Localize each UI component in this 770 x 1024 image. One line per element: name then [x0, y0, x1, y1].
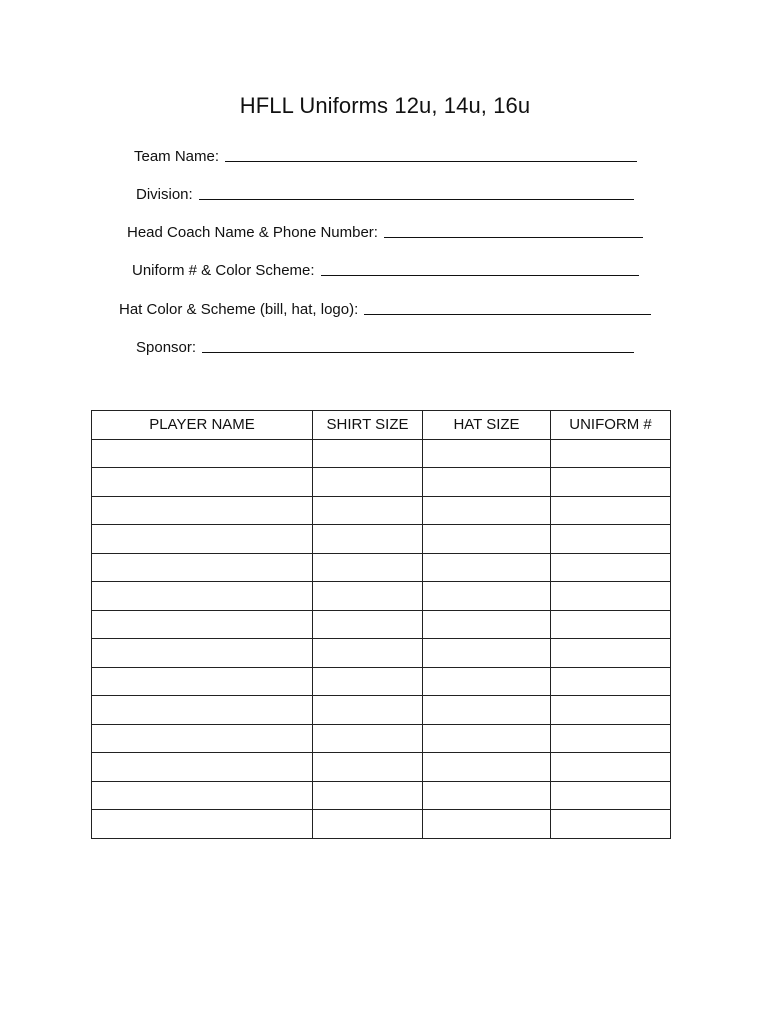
table-row — [92, 639, 671, 668]
hat-size-cell[interactable] — [423, 810, 551, 839]
team-name-line[interactable] — [225, 161, 637, 162]
shirt-size-cell[interactable] — [313, 667, 423, 696]
hat-size-cell[interactable] — [423, 525, 551, 554]
uniform-number-cell[interactable] — [551, 525, 671, 554]
hat-size-cell[interactable] — [423, 439, 551, 468]
division-field[interactable] — [136, 183, 634, 203]
player-name-cell[interactable] — [92, 525, 313, 554]
uniform-color-label: Uniform # & Color Scheme: — [132, 262, 315, 279]
player-name-cell[interactable] — [92, 553, 313, 582]
sponsor-field[interactable] — [136, 336, 634, 356]
header-player-name: PLAYER NAME — [92, 411, 313, 440]
uniform-number-cell[interactable] — [551, 496, 671, 525]
hat-color-line[interactable] — [364, 314, 651, 315]
hat-size-cell[interactable] — [423, 582, 551, 611]
uniform-number-cell[interactable] — [551, 667, 671, 696]
table-row — [92, 439, 671, 468]
player-name-cell[interactable] — [92, 468, 313, 497]
hat-size-cell[interactable] — [423, 639, 551, 668]
page-title: HFLL Uniforms 12u, 14u, 16u — [239, 93, 531, 118]
player-name-cell[interactable] — [92, 639, 313, 668]
uniform-number-cell[interactable] — [551, 610, 671, 639]
shirt-size-cell[interactable] — [313, 553, 423, 582]
shirt-size-cell[interactable] — [313, 610, 423, 639]
uniform-number-cell[interactable] — [551, 439, 671, 468]
uniform-number-cell[interactable] — [551, 753, 671, 782]
shirt-size-cell[interactable] — [313, 724, 423, 753]
uniform-number-cell[interactable] — [551, 582, 671, 611]
uniform-number-cell[interactable] — [551, 724, 671, 753]
hat-size-cell[interactable] — [423, 753, 551, 782]
hat-size-cell[interactable] — [423, 496, 551, 525]
shirt-size-cell[interactable] — [313, 582, 423, 611]
team-name-label: Team Name: — [134, 148, 220, 165]
shirt-size-cell[interactable] — [313, 781, 423, 810]
hat-size-cell[interactable] — [423, 468, 551, 497]
hat-size-cell[interactable] — [423, 696, 551, 725]
shirt-size-cell[interactable] — [313, 439, 423, 468]
table-row — [92, 667, 671, 696]
hat-size-cell[interactable] — [423, 610, 551, 639]
roster-table — [91, 410, 671, 839]
shirt-size-cell[interactable] — [313, 639, 423, 668]
head-coach-label: Head Coach Name & Phone Number: — [127, 224, 378, 241]
uniform-number-cell[interactable] — [551, 639, 671, 668]
table-row — [92, 553, 671, 582]
header-uniform-number: UNIFORM # — [551, 411, 671, 440]
uniform-color-field[interactable] — [132, 259, 639, 279]
table-row — [92, 496, 671, 525]
division-label: Division: — [136, 186, 193, 203]
player-name-cell[interactable] — [92, 753, 313, 782]
player-name-cell[interactable] — [92, 781, 313, 810]
player-name-cell[interactable] — [92, 496, 313, 525]
hat-color-label: Hat Color & Scheme (bill, hat, logo): — [119, 301, 359, 318]
player-name-cell[interactable] — [92, 810, 313, 839]
table-row — [92, 781, 671, 810]
table-header-row — [92, 411, 671, 440]
table-row — [92, 724, 671, 753]
uniform-number-cell[interactable] — [551, 781, 671, 810]
table-row — [92, 610, 671, 639]
shirt-size-cell[interactable] — [313, 468, 423, 497]
table-row — [92, 525, 671, 554]
table-row — [92, 468, 671, 497]
player-name-cell[interactable] — [92, 439, 313, 468]
header-hat-size: HAT SIZE — [423, 411, 551, 440]
player-name-cell[interactable] — [92, 667, 313, 696]
uniform-number-cell[interactable] — [551, 553, 671, 582]
table-row — [92, 696, 671, 725]
sponsor-line[interactable] — [202, 352, 634, 353]
head-coach-line[interactable] — [384, 237, 643, 238]
table-row — [92, 582, 671, 611]
shirt-size-cell[interactable] — [313, 753, 423, 782]
shirt-size-cell[interactable] — [313, 696, 423, 725]
team-name-field[interactable] — [134, 145, 637, 165]
table-row — [92, 810, 671, 839]
player-name-cell[interactable] — [92, 582, 313, 611]
uniform-color-line[interactable] — [321, 275, 639, 276]
uniform-number-cell[interactable] — [551, 468, 671, 497]
sponsor-label: Sponsor: — [136, 339, 197, 356]
division-line[interactable] — [199, 199, 634, 200]
head-coach-field[interactable] — [127, 221, 643, 241]
table-row — [92, 753, 671, 782]
uniform-number-cell[interactable] — [551, 696, 671, 725]
uniform-number-cell[interactable] — [551, 810, 671, 839]
shirt-size-cell[interactable] — [313, 810, 423, 839]
hat-color-field[interactable] — [119, 298, 651, 318]
header-shirt-size: SHIRT SIZE — [313, 411, 423, 440]
hat-size-cell[interactable] — [423, 553, 551, 582]
hat-size-cell[interactable] — [423, 724, 551, 753]
hat-size-cell[interactable] — [423, 781, 551, 810]
player-name-cell[interactable] — [92, 724, 313, 753]
player-name-cell[interactable] — [92, 696, 313, 725]
hat-size-cell[interactable] — [423, 667, 551, 696]
player-name-cell[interactable] — [92, 610, 313, 639]
shirt-size-cell[interactable] — [313, 525, 423, 554]
shirt-size-cell[interactable] — [313, 496, 423, 525]
